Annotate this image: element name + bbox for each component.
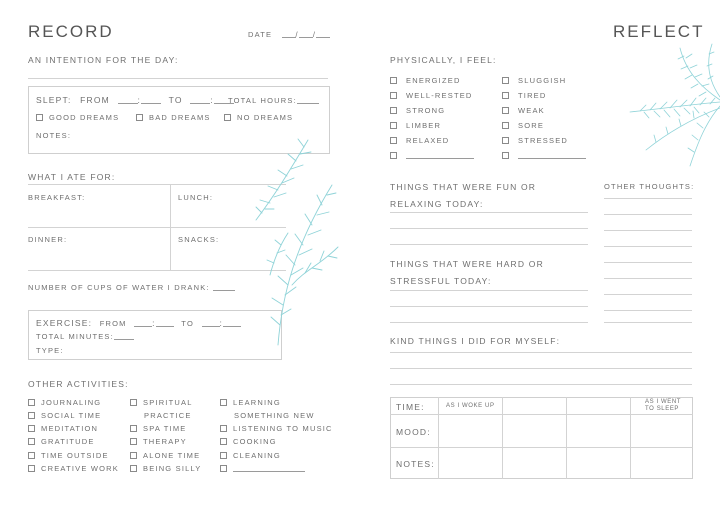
- feel-item-blank[interactable]: [502, 151, 586, 160]
- time-label: TIME:: [396, 402, 425, 412]
- mood-cell[interactable]: [452, 418, 492, 444]
- thoughts-line[interactable]: [604, 214, 692, 215]
- thoughts-line[interactable]: [604, 198, 692, 199]
- mood-cell[interactable]: [516, 418, 556, 444]
- checkbox[interactable]: [390, 92, 397, 99]
- checkbox[interactable]: [390, 137, 397, 144]
- checkbox[interactable]: [220, 438, 227, 445]
- physically-label: PHYSICALLY, I FEEL:: [390, 55, 497, 65]
- total-hours-label: TOTAL HOURS:: [228, 96, 297, 105]
- feel-item[interactable]: SLUGGISH: [502, 76, 566, 85]
- checkbox[interactable]: [502, 152, 509, 159]
- botanical-illustration-left: [250, 135, 345, 350]
- date-field[interactable]: DATE / /: [248, 30, 330, 39]
- record-title: RECORD: [28, 22, 114, 41]
- ate-top-rule: [28, 184, 286, 185]
- checkbox[interactable]: [390, 77, 397, 84]
- dream-option-good[interactable]: GOOD DREAMS: [36, 113, 119, 122]
- activity-item[interactable]: LISTENING TO MUSIC: [220, 424, 333, 433]
- fun-line[interactable]: [390, 212, 588, 213]
- checkbox[interactable]: [502, 77, 509, 84]
- activity-item-blank[interactable]: [220, 464, 305, 473]
- checkbox[interactable]: [130, 425, 137, 432]
- thoughts-line[interactable]: [604, 262, 692, 263]
- sleep-notes-label: NOTES:: [36, 131, 72, 140]
- ate-mid-rule: [28, 227, 286, 228]
- exercise-times-row[interactable]: EXERCISE: FROM : TO :: [36, 318, 241, 328]
- feel-item[interactable]: TIRED: [502, 91, 547, 100]
- mood-cell[interactable]: [580, 418, 620, 444]
- activity-item[interactable]: BEING SILLY: [130, 464, 202, 473]
- dream-option-bad[interactable]: BAD DREAMS: [136, 113, 211, 122]
- fun-label-line2: RELAXING TODAY:: [390, 199, 484, 209]
- checkbox[interactable]: [224, 114, 231, 121]
- hard-line[interactable]: [390, 290, 588, 291]
- checkbox[interactable]: [502, 122, 509, 129]
- activities-heading: OTHER ACTIVITIES:: [28, 379, 129, 389]
- activity-item[interactable]: THERAPY: [130, 437, 187, 446]
- total-hours-field[interactable]: [228, 96, 319, 105]
- checkbox[interactable]: [28, 412, 35, 419]
- checkbox[interactable]: [28, 465, 35, 472]
- hard-line[interactable]: [390, 322, 588, 323]
- thoughts-line[interactable]: [604, 230, 692, 231]
- checkbox[interactable]: [36, 114, 43, 121]
- feel-item[interactable]: SORE: [502, 121, 544, 130]
- feel-item[interactable]: ENERGIZED: [390, 76, 461, 85]
- water-label: NUMBER OF CUPS OF WATER I DRANK:: [28, 283, 210, 292]
- lunch-label[interactable]: LUNCH:: [178, 193, 214, 202]
- went-to-sleep-label-1: AS I WENT: [645, 399, 682, 405]
- feel-item[interactable]: WEAK: [502, 106, 545, 115]
- activity-item[interactable]: SPIRITUAL: [130, 398, 193, 407]
- checkbox[interactable]: [502, 107, 509, 114]
- fun-line[interactable]: [390, 244, 588, 245]
- feel-item[interactable]: WELL-RESTED: [390, 91, 473, 100]
- total-minutes-label: TOTAL MINUTES:: [36, 332, 114, 341]
- checkbox[interactable]: [130, 438, 137, 445]
- kind-things-label: KIND THINGS I DID FOR MYSELF:: [390, 336, 561, 346]
- activity-item[interactable]: TIME OUTSIDE: [28, 451, 109, 460]
- mood-label: MOOD:: [396, 427, 431, 437]
- checkbox[interactable]: [220, 452, 227, 459]
- checkbox[interactable]: [220, 399, 227, 406]
- checkbox[interactable]: [136, 114, 143, 121]
- checkbox[interactable]: [390, 152, 397, 159]
- exercise-from-label: FROM: [99, 319, 127, 328]
- feel-item[interactable]: LIMBER: [390, 121, 441, 130]
- checkbox[interactable]: [28, 452, 35, 459]
- mood-table-col: [566, 397, 567, 479]
- hard-line[interactable]: [390, 306, 588, 307]
- activity-item[interactable]: SPA TIME: [130, 424, 187, 433]
- mood-table-col: [502, 397, 503, 479]
- dream-option-none[interactable]: NO DREAMS: [224, 113, 293, 122]
- exercise-to-label: TO: [181, 319, 194, 328]
- total-minutes-field[interactable]: [36, 332, 134, 341]
- breakfast-label[interactable]: BREAKFAST:: [28, 193, 86, 202]
- checkbox[interactable]: [130, 452, 137, 459]
- activity-item[interactable]: COOKING: [220, 437, 277, 446]
- botanical-illustration-right: [626, 42, 720, 170]
- kind-line[interactable]: [390, 368, 692, 369]
- fun-label-line1: THINGS THAT WERE FUN OR: [390, 182, 537, 192]
- exercise-type-label[interactable]: TYPE:: [36, 346, 64, 355]
- mood-table-rule: [390, 447, 693, 448]
- checkbox[interactable]: [502, 92, 509, 99]
- ate-bottom-rule: [28, 270, 286, 271]
- mood-table-rule: [390, 414, 693, 415]
- thoughts-line[interactable]: [604, 322, 692, 323]
- ate-heading: WHAT I ATE FOR:: [28, 172, 116, 182]
- activity-item[interactable]: SOCIAL TIME: [28, 411, 101, 420]
- activity-item[interactable]: CLEANING: [220, 451, 281, 460]
- dinner-label[interactable]: DINNER:: [28, 235, 68, 244]
- woke-up-label: AS I WOKE UP: [446, 403, 495, 409]
- kind-line[interactable]: [390, 384, 692, 385]
- activity-item-continued: SOMETHING NEW: [234, 411, 315, 420]
- hard-label-line2: STRESSFUL TODAY:: [390, 276, 492, 286]
- mood-table-col: [438, 397, 439, 479]
- went-to-sleep-label-2: TO SLEEP: [645, 406, 680, 412]
- hard-label-line1: THINGS THAT WERE HARD OR: [390, 259, 544, 269]
- activity-item-continued: PRACTICE: [144, 411, 192, 420]
- snacks-label[interactable]: SNACKS:: [178, 235, 220, 244]
- feel-item-blank[interactable]: [390, 151, 474, 160]
- mood-table-col: [630, 397, 631, 479]
- thoughts-line[interactable]: [604, 278, 692, 279]
- exercise-label: EXERCISE:: [36, 318, 93, 328]
- activity-item[interactable]: LEARNING: [220, 398, 281, 407]
- activity-item[interactable]: CREATIVE WORK: [28, 464, 119, 473]
- kind-line[interactable]: [390, 352, 692, 353]
- thoughts-line[interactable]: [604, 246, 692, 247]
- activity-item[interactable]: JOURNALING: [28, 398, 101, 407]
- activity-item[interactable]: ALONE TIME: [130, 451, 200, 460]
- sleep-to-label: TO: [168, 95, 183, 105]
- checkbox[interactable]: [220, 465, 227, 472]
- water-field[interactable]: [28, 283, 235, 292]
- fun-line[interactable]: [390, 228, 588, 229]
- thoughts-line[interactable]: [604, 310, 692, 311]
- feel-item[interactable]: STRONG: [390, 106, 445, 115]
- notes-label: NOTES:: [396, 459, 435, 469]
- checkbox[interactable]: [130, 399, 137, 406]
- checkbox[interactable]: [390, 107, 397, 114]
- date-label: DATE: [248, 30, 273, 39]
- checkbox[interactable]: [390, 122, 397, 129]
- other-thoughts-label: OTHER THOUGHTS:: [604, 182, 695, 191]
- checkbox[interactable]: [28, 438, 35, 445]
- intention-line[interactable]: [28, 78, 328, 79]
- checkbox[interactable]: [28, 425, 35, 432]
- thoughts-line[interactable]: [604, 294, 692, 295]
- activity-item[interactable]: GRATITUDE: [28, 437, 95, 446]
- activity-item[interactable]: MEDITATION: [28, 424, 98, 433]
- reflect-title: REFLECT: [613, 22, 705, 41]
- feel-item[interactable]: STRESSED: [502, 136, 568, 145]
- sleep-times-row[interactable]: SLEPT: FROM : TO :: [36, 95, 234, 105]
- sleep-from-label: FROM: [80, 95, 110, 105]
- checkbox[interactable]: [130, 465, 137, 472]
- mood-cell[interactable]: [644, 418, 684, 444]
- slept-label: SLEPT:: [36, 95, 72, 105]
- checkbox[interactable]: [28, 399, 35, 406]
- intention-label: AN INTENTION FOR THE DAY:: [28, 55, 179, 65]
- checkbox[interactable]: [220, 425, 227, 432]
- checkbox[interactable]: [502, 137, 509, 144]
- feel-item[interactable]: RELAXED: [390, 136, 449, 145]
